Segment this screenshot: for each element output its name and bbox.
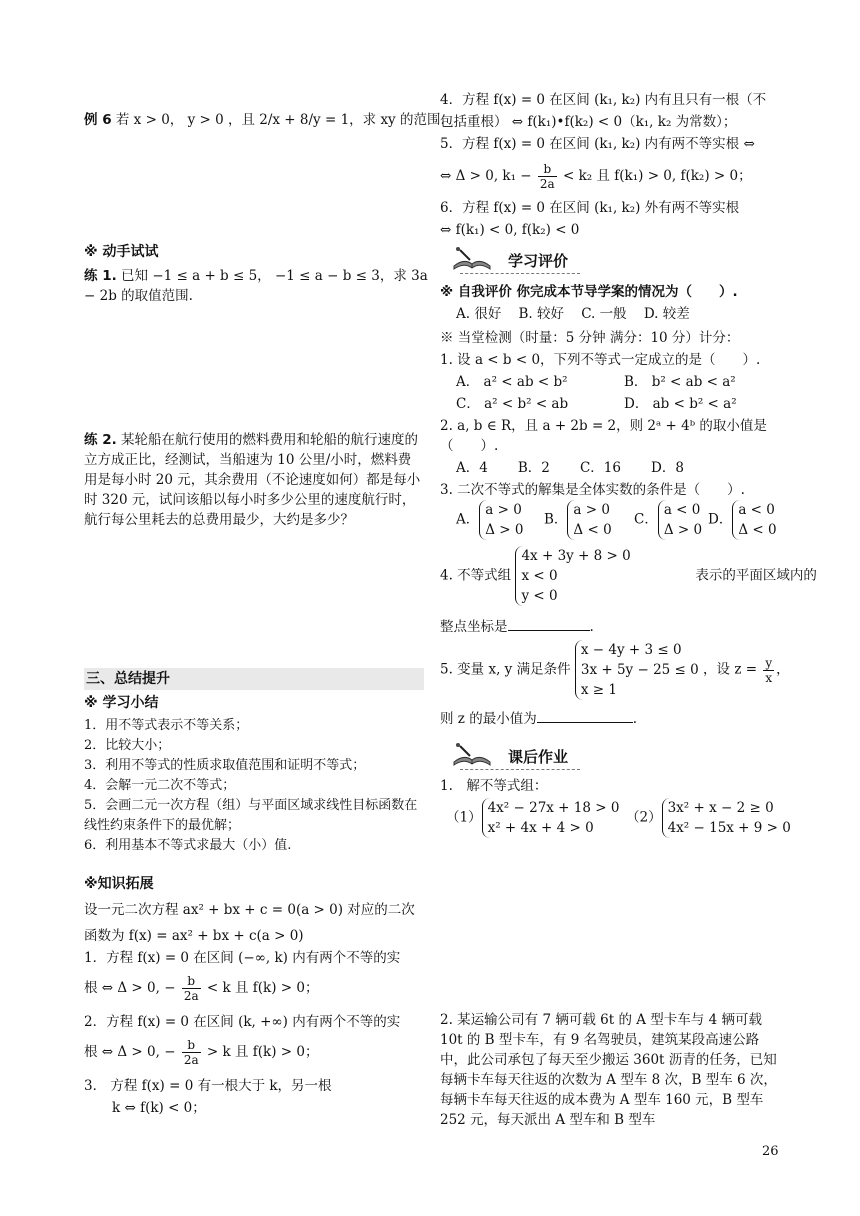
q1-option-c: C． a² < b² < ab — [456, 396, 569, 412]
knowledge-intro-2: 函数为 f(x) = ax² + bx + c(a > 0) — [84, 928, 304, 944]
summary-item: 2．比较大小； — [84, 738, 171, 753]
q3-option-a: A．a > 0 Δ > 0 — [456, 502, 524, 538]
question-1: 1. 设 a < b < 0，下列不等式一定成立的是（ ）. — [440, 352, 761, 368]
q5-system: x − 4y + 3 ≤ 0 3x + 5y − 25 ≤ 0 x ≥ 1 — [575, 640, 699, 700]
q3-option-d: D．a < 0 Δ < 0 — [708, 502, 777, 538]
knowledge-item-6a: 6．方程 f(x) = 0 在区间 (k₁, k₂) 外有两不等实根 — [440, 200, 740, 216]
example-6: 例 6 若 x > 0， y > 0 ，且 2/x + 8/y = 1，求 xy 的范围. — [84, 112, 445, 128]
answer-blank — [508, 616, 590, 631]
book-pen-icon — [448, 742, 496, 768]
q1-option-d: D． ab < b² < a² — [624, 396, 737, 412]
section-3-heading: 三、总结提升 — [86, 671, 170, 687]
knowledge-item-2b: 根 ⇔ Δ > 0, − $\frac{b}{2a}$ > k 且 f(k) > 0； — [84, 1038, 319, 1067]
test-heading: ※ 当堂检测（时量：5 分钟 满分：10 分）计分： — [440, 330, 740, 346]
fraction: $\frac{b}{2a}$ — [183, 974, 199, 1003]
homework-2: 2. 某运输公司有 7 辆可载 6t 的 A 型卡车与 4 辆可载 10t 的 B 型卡车，有 9 名驾驶员，建筑某段高速公路中，此公司承包了每天至少搬运 360t 沥青的任务，已知每辆卡车每天往返的次数为 A 型车 8 次，B 型车 6 次，每辆卡车每天往返的成本费为 A 型车 160 元，B 型车 252 元，每天派出 A 型车和 B 型车 — [440, 1012, 777, 1128]
summary-item: 4．会解一元二次不等式； — [84, 778, 236, 793]
summary-item: 1．用不等式表示不等关系； — [84, 718, 249, 733]
question-5-answer: 则 z 的最小值为 . — [440, 708, 637, 729]
knowledge-heading: ※知识拓展 — [84, 876, 154, 892]
homework-header: 课后作业 — [448, 742, 648, 770]
book-pen-icon — [448, 246, 496, 272]
q4-system: 4x + 3y + 8 > 0 x < 0 y < 0 — [515, 546, 630, 606]
knowledge-item-6b: ⇔ f(k₁) < 0, f(k₂) < 0 — [440, 222, 580, 238]
knowledge-intro-1: 设一元二次方程 ax² + bx + c = 0(a > 0) 对应的二次 — [84, 902, 415, 918]
exercise-1: 练 1. 已知 −1 ≤ a + b ≤ 5， −1 ≤ a − b ≤ 3，求 3a − 2b 的取值范围. — [84, 268, 428, 304]
summary-item: 5．会画二元一次方程（组）与平面区域求线性目标函数在线性约束条件下的最优解； — [84, 798, 418, 833]
knowledge-item-4a: 4．方程 f(x) = 0 在区间 (k₁, k₂) 内有且只有一根（不 — [440, 92, 767, 108]
question-3: 3. 二次不等式的解集是全体实数的条件是（ ）. — [440, 482, 745, 498]
question-4: 4. 不等式组 4x + 3y + 8 > 0 x < 0 y < 0 表示的平面区域内的 — [440, 548, 817, 604]
knowledge-item-3b: k ⇔ f(k) < 0； — [112, 1100, 206, 1116]
question-4-answer: 整点坐标是 . — [440, 616, 594, 637]
answer-blank — [537, 708, 633, 723]
knowledge-item-1a: 1．方程 f(x) = 0 在区间 (−∞, k) 内有两个不等的实 — [84, 950, 401, 966]
knowledge-item-3a: 3． 方程 f(x) = 0 有一根大于 k，另一根 — [84, 1078, 332, 1094]
summary-item: 3．利用不等式的性质求取值范围和证明不等式； — [84, 758, 366, 773]
fraction: $\frac{b}{2a}$ — [183, 1038, 199, 1067]
try-heading: ※ 动手试试 — [84, 244, 159, 260]
fraction: $\frac{y}{x}$ — [765, 655, 773, 685]
knowledge-item-5a: 5．方程 f(x) = 0 在区间 (k₁, k₂) 内有两不等实根 ⇔ — [440, 136, 755, 152]
question-5: 5. 变量 x, y 满足条件 x − 4y + 3 ≤ 0 3x + 5y − 25 ≤ 0 x ≥ 1 ，设 z = $\frac{y}{x}$ ， — [440, 642, 790, 698]
exercise-2: 练 2. 某轮船在航行使用的燃料费用和轮船的航行速度的立方成正比，经测试，当船速为 10 公里/小时，燃料费用是每小时 20 元，其余费用（不论速度如何）都是每小时 320 元，试问该船以每小时多少公里的速度航行时，航行每公里耗去的总费用最少，大约是多少？ — [84, 432, 421, 528]
summary-list — [84, 716, 429, 856]
q1-option-b: B． b² < ab < a² — [624, 374, 736, 390]
q3-option-c: C．a < 0 Δ > 0 — [634, 502, 703, 538]
knowledge-item-5b: ⇔ Δ > 0, k₁ − $\frac{b}{2a}$ < k₂ 且 f(k₁) > 0, f(k₂) > 0； — [440, 162, 752, 191]
q2-options: A．4 B．2 C．16 D．8 — [456, 460, 684, 476]
summary-item: 6．利用基本不等式求最大（小）值. — [84, 838, 292, 853]
question-2: 2. a, b ∈ R，且 a + 2b = 2，则 2ᵃ + 4ᵇ 的取小值是 — [440, 418, 767, 434]
page-number: 26 — [762, 1144, 779, 1159]
homework-1-part-2: （2）3x² + x − 2 ≥ 0 4x² − 15x + 9 > 0 — [626, 800, 791, 836]
knowledge-item-4b: 包括重根） ⇔ f(k₁)•f(k₂) < 0（k₁, k₂ 为常数）； — [440, 114, 737, 130]
self-eval: ※ 自我评价 你完成本节导学案的情况为（ ）. — [440, 284, 738, 300]
knowledge-item-1b: 根 ⇔ Δ > 0, − $\frac{b}{2a}$ < k 且 f(k) > 0； — [84, 974, 319, 1003]
summary-heading: ※ 学习小结 — [84, 695, 159, 711]
q3-option-b: B．a > 0 Δ < 0 — [544, 502, 612, 538]
question-2-paren: （ ）. — [440, 438, 499, 454]
self-eval-options: A. 很好 B. 较好 C. 一般 D. 较差 — [456, 306, 690, 322]
fraction: $\frac{b}{2a}$ — [539, 162, 555, 191]
homework-1: 1. 解不等式组： — [440, 778, 548, 794]
eval-header: 学习评价 — [448, 246, 648, 274]
knowledge-item-2a: 2．方程 f(x) = 0 在区间 (k, +∞) 内有两个不等的实 — [84, 1014, 401, 1030]
homework-1-part-1: （1）4x² − 27x + 18 > 0 x² + 4x + 4 > 0 — [446, 800, 620, 836]
q1-option-a: A． a² < ab < b² — [456, 374, 568, 390]
